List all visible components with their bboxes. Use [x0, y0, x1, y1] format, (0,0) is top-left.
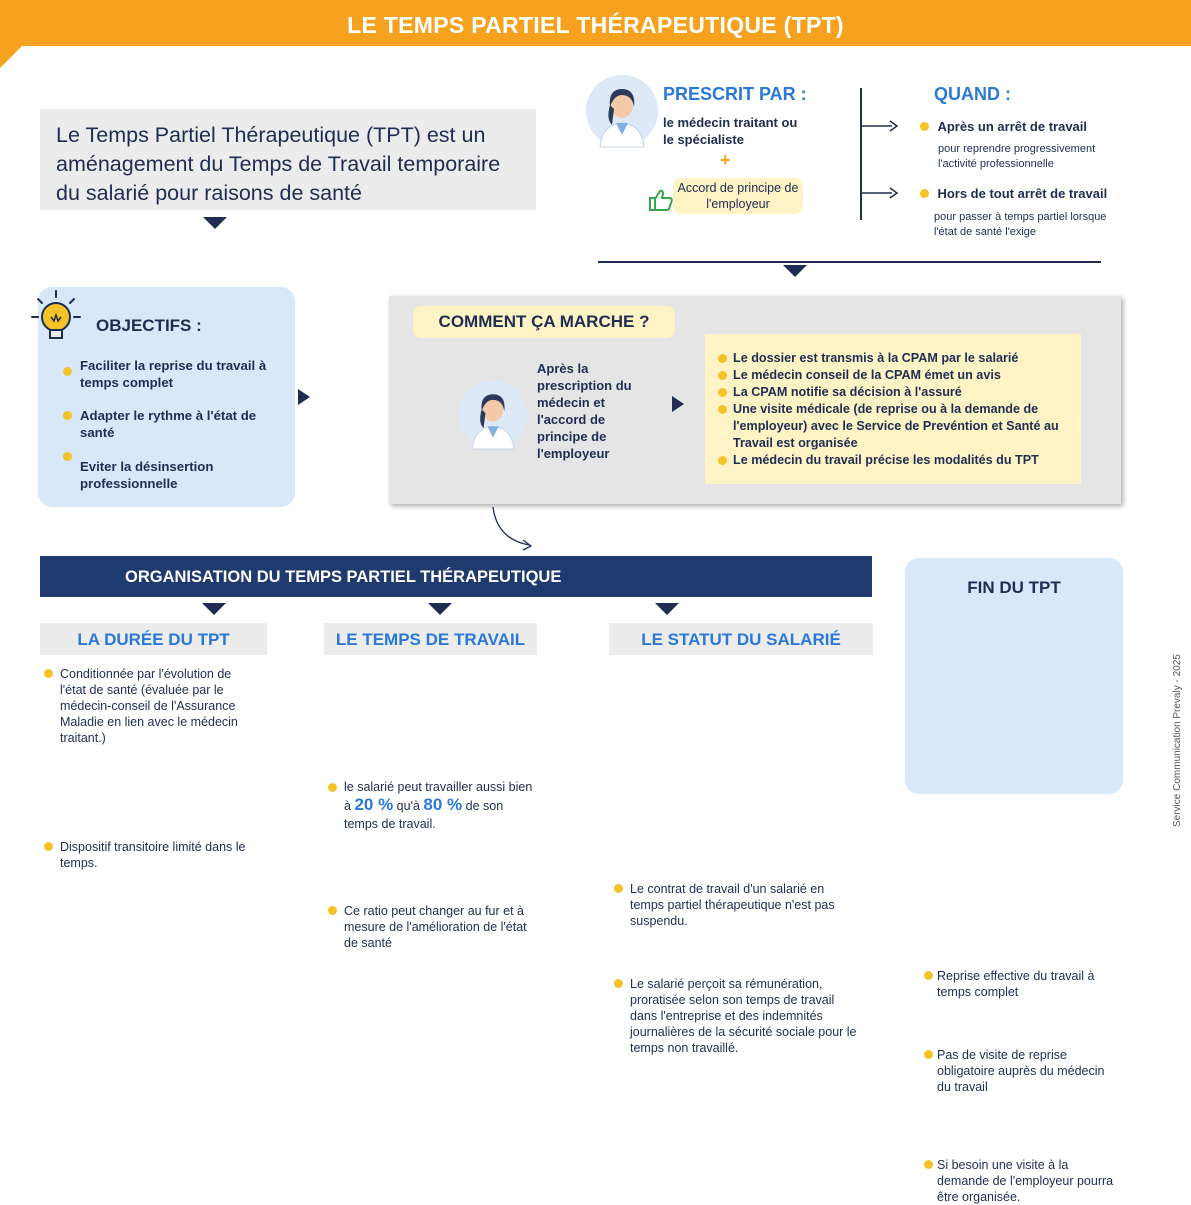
doctor-avatar: [586, 75, 658, 147]
bullet-icon: [44, 842, 53, 851]
accord-badge: Accord de principe de l'employeur: [673, 178, 803, 214]
quand-detail: pour passer à temps partiel lorsque l'état de santé l'exige: [934, 211, 1107, 238]
temps-item: le salarié peut travailler aussi bien à 20 % qu'à 80 % de son temps de travail.: [328, 778, 538, 833]
step-item: La CPAM notifie sa décision à l'assuré: [718, 384, 1071, 401]
statut-item: Le salarié perçoit sa rémunération, proratisée selon son temps de travail dans l'entreprise et des indemnités journalières de la sécurité sociale pour le temps non travaillé.: [614, 976, 859, 1056]
intro-box: Le Temps Partiel Thérapeutique (TPT) est un aménagement du Temps de Travail temporaire du salarié pour raisons de santé: [40, 109, 536, 210]
prescrit-title: PRESCRIT PAR :: [663, 84, 807, 104]
arrow-right-icon: [860, 185, 900, 201]
arrow-down-icon: [428, 603, 452, 615]
bullet-icon: [920, 122, 929, 131]
bullet-icon: [920, 189, 929, 198]
statut-title: LE STATUT DU SALARIÉ: [609, 623, 873, 655]
quand-detail: pour reprendre progressivement l'activité professionnelle: [938, 143, 1096, 170]
statut-item: Le contrat de travail d'un salarié en temps partiel thérapeutique n'est pas suspendu.: [614, 881, 859, 929]
bullet-icon: [718, 354, 727, 363]
arrow-right-icon: [298, 389, 310, 405]
bullet-icon: [328, 906, 337, 915]
credit-text: Service Communication Prevaly - 2025: [1172, 654, 1183, 827]
duree-item: Conditionnée par l'évolution de l'état de santé (évaluée par le médecin-conseil de l'Assurance Maladie en lien avec le médecin traitant.): [44, 666, 259, 746]
arrow-down-icon: [783, 265, 807, 277]
objectif-item: Faciliter la reprise du travail à temps complet: [63, 357, 278, 391]
doctor-icon: [459, 381, 527, 449]
step-item: Le dossier est transmis à la CPAM par le salarié: [718, 350, 1071, 367]
bullet-icon: [328, 783, 337, 792]
doctor-avatar: [459, 381, 527, 449]
bullet-icon: [614, 884, 623, 893]
organisation-bar: ORGANISATION DU TEMPS PARTIEL THÉRAPEUTIQUE: [40, 556, 872, 597]
page-title: LE TEMPS PARTIEL THÉRAPEUTIQUE (TPT): [347, 12, 844, 38]
duree-title: LA DURÉE DU TPT: [40, 623, 267, 655]
bullet-icon: [924, 1160, 933, 1169]
bullet-icon: [924, 971, 933, 980]
bullet-icon: [614, 979, 623, 988]
comment-title: COMMENT ÇA MARCHE ?: [413, 306, 675, 338]
quand-item: Après un arrêt de travail: [920, 118, 1087, 136]
step-item: Une visite médicale (de reprise ou à la demande de l'employeur) avec le Service de Prevéntion et Santé au Travail est organisée: [718, 401, 1071, 452]
objectifs-title: OBJECTIFS :: [96, 316, 202, 335]
fin-title: FIN DU TPT: [967, 578, 1061, 597]
objectif-item: Adapter le rythme à l'état de santé: [63, 407, 278, 441]
arrow-down-icon: [202, 603, 226, 615]
objectif-item: Eviter la désinsertion professionnelle: [63, 458, 278, 492]
quand-item: Hors de tout arrêt de travail: [920, 185, 1107, 203]
arrow-right-icon: [672, 396, 684, 412]
arrow-down-icon: [655, 603, 679, 615]
fin-item: Reprise effective du travail à temps complet: [924, 968, 1114, 1000]
bullet-icon: [44, 669, 53, 678]
fin-item: Si besoin une visite à la demande de l'employeur pourra être organisée.: [924, 1157, 1114, 1205]
percent-min: 20 %: [354, 795, 394, 814]
temps-item: Ce ratio peut changer au fur et à mesure de l'amélioration de l'état de santé: [328, 903, 538, 951]
temps-title: LE TEMPS DE TRAVAIL: [324, 623, 537, 655]
lightbulb-icon: [26, 287, 86, 352]
prescrit-who: le médecin traitant ou le spécialiste: [663, 115, 798, 147]
bullet-icon: [718, 456, 727, 465]
comment-intro: Après la prescription du médecin et l'accord de principe de l'employeur: [537, 361, 632, 461]
quand-title: QUAND :: [934, 84, 1011, 104]
step-item: Le médecin conseil de la CPAM émet un avis: [718, 367, 1071, 384]
arrow-down-icon: [203, 217, 227, 229]
banner-fold: [0, 46, 22, 68]
bullet-icon: [63, 411, 72, 420]
bullet-icon: [718, 371, 727, 380]
fin-item: Pas de visite de reprise obligatoire auprès du médecin du travail: [924, 1047, 1114, 1095]
bullet-icon: [718, 388, 727, 397]
arrow-right-icon: [860, 118, 900, 134]
horizontal-divider: [598, 261, 1101, 263]
bullet-icon: [63, 452, 72, 461]
steps-box: [705, 334, 1081, 484]
duree-item: Dispositif transitoire limité dans le temps.: [44, 839, 259, 871]
thumbs-up-icon: [648, 187, 674, 218]
curved-arrow-icon: [485, 505, 545, 553]
bullet-icon: [63, 367, 72, 376]
bullet-icon: [924, 1050, 933, 1059]
plus-sign: +: [720, 150, 731, 170]
percent-max: 80 %: [423, 795, 463, 814]
bullet-icon: [718, 405, 727, 414]
step-item: Le médecin du travail précise les modalités du TPT: [718, 452, 1071, 469]
doctor-icon: [586, 75, 658, 147]
